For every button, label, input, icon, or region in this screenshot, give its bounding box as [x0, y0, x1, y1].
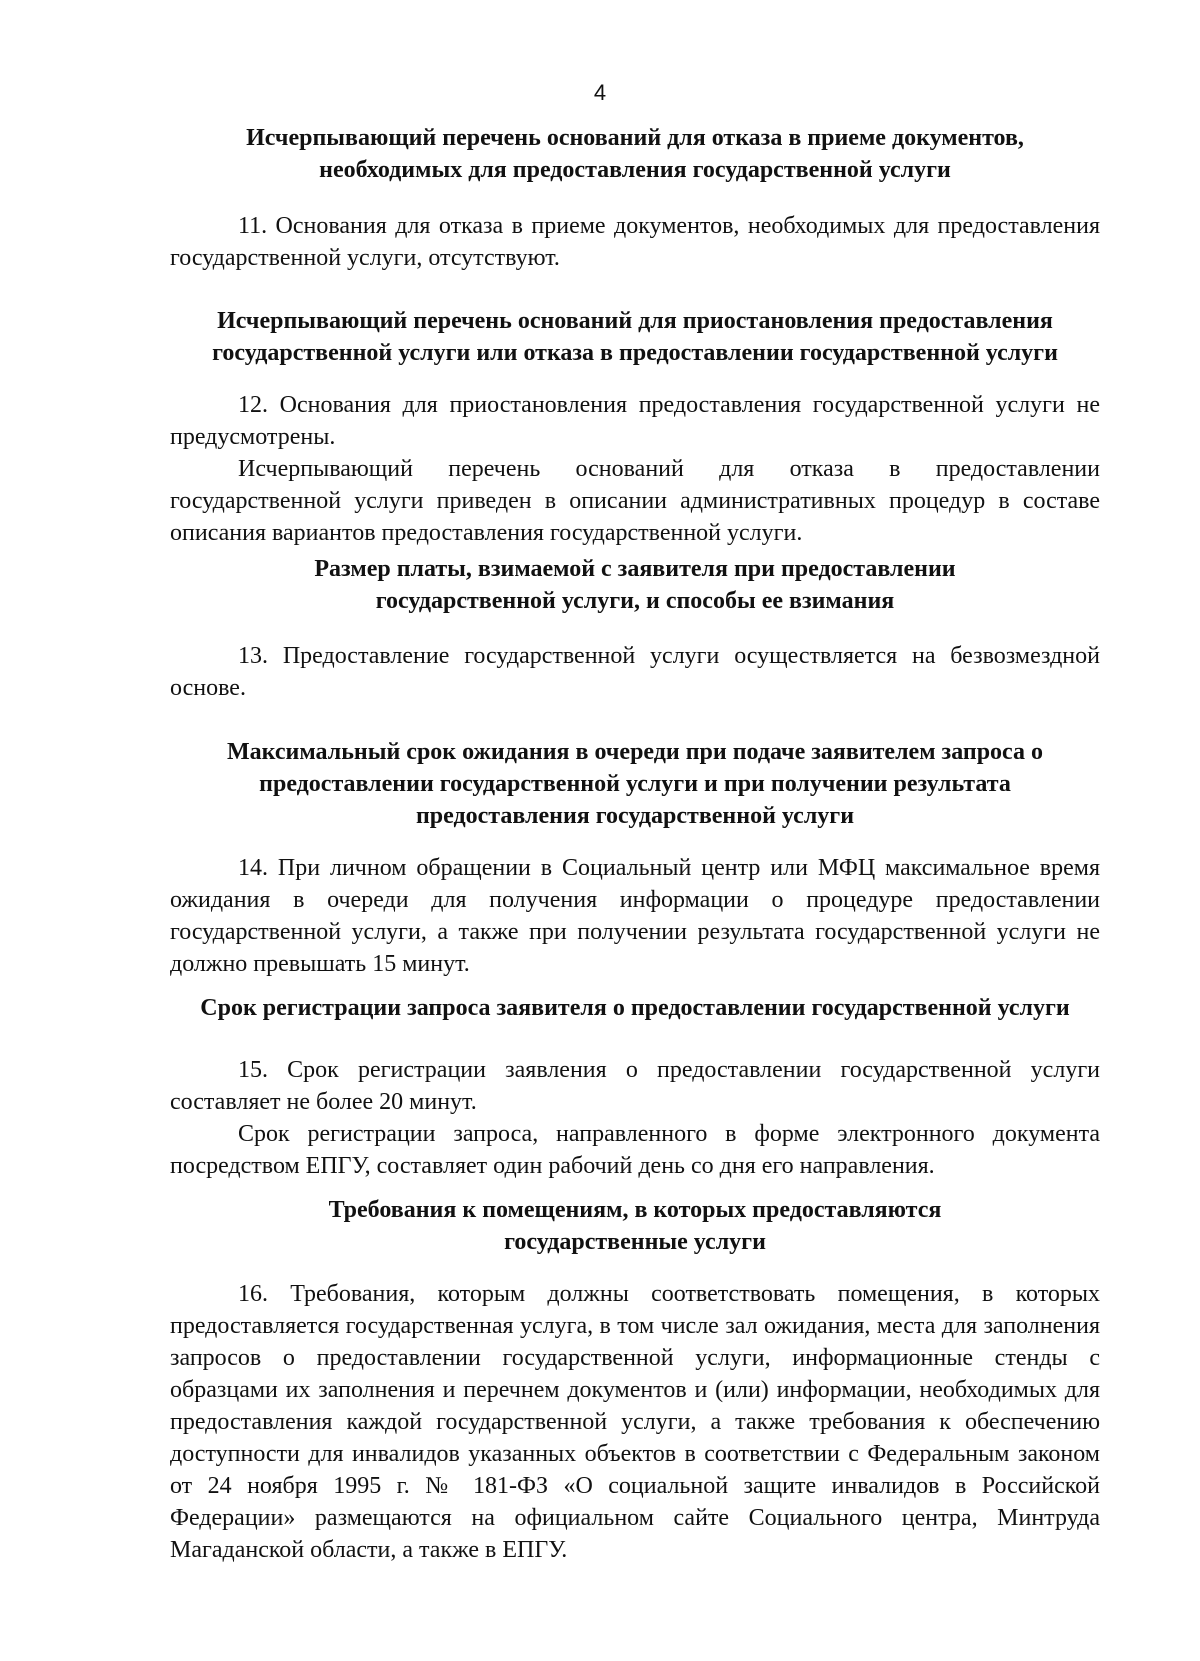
heading-line: Срок регистрации запроса заявителя о предоставлении государственной услуги: [200, 995, 1070, 1021]
section-heading: [170, 1194, 1100, 1258]
section-heading: [170, 122, 1100, 186]
paragraph: 14. При личном обращении в Социальный центр или МФЦ максимальное время ожидания в очереди для получения информации о процедуре предоставлении государственной услуги, а также при получении результата государственной услуги не должно превышать 15 минут.: [170, 855, 1100, 977]
heading-line: Требования к помещениям, в которых предоставляются: [328, 1197, 942, 1223]
heading-line: предоставлении государственной услуги и при получении результата: [259, 771, 1011, 797]
heading-line: необходимых для предоставления государственной услуги: [319, 157, 951, 183]
page-number: 4: [593, 80, 607, 105]
paragraph: 13. Предоставление государственной услуги осуществляется на безвозмездной основе.: [170, 643, 1100, 701]
section-heading: [170, 736, 1100, 832]
heading-line: предоставления государственной услуги: [415, 803, 855, 829]
heading-line: государственной услуги или отказа в предоставлении государственной услуги: [212, 340, 1058, 366]
section-heading: [170, 992, 1100, 1024]
paragraph: Срок регистрации запроса, направленного в форме электронного документа посредством ЕПГУ, составляет один рабочий день со дня его направления.: [170, 1121, 1100, 1179]
heading-line: Максимальный срок ожидания в очереди при подаче заявителем запроса о: [226, 739, 1043, 765]
paragraph: 12. Основания для приостановления предоставления государственной услуги не предусмотрены.: [170, 392, 1100, 450]
heading-line: Размер платы, взимаемой с заявителя при предоставлении: [314, 556, 956, 582]
paragraph: 15. Срок регистрации заявления о предоставлении государственной услуги составляет не более 20 минут.: [170, 1057, 1100, 1115]
paragraph: 11. Основания для отказа в приеме документов, необходимых для предоставления государственной услуги, отсутствуют.: [170, 213, 1100, 271]
heading-line: государственные услуги: [504, 1229, 766, 1255]
paragraph: Исчерпывающий перечень оснований для отказа в предоставлении государственной услуги приведен в описании административных процедур в составе описания вариантов предоставления государственной услуги.: [170, 456, 1100, 546]
section-heading: [170, 305, 1100, 369]
section-heading: [170, 553, 1100, 617]
heading-line: государственной услуги, и способы ее взимания: [375, 588, 895, 614]
heading-line: Исчерпывающий перечень оснований для отказа в приеме документов,: [246, 125, 1024, 151]
heading-line: Исчерпывающий перечень оснований для приостановления предоставления: [217, 308, 1053, 334]
paragraph: 16. Требования, которым должны соответствовать помещения, в которых предоставляется государственная услуга, в том числе зал ожидания, места для заполнения запросов о предоставлении государственной услуги, информационные стенды с образцами их заполнения и перечнем документов и (или) информации, необходимых для предоставления каждой государственной услуги, а также требования к обеспечению доступности для инвалидов указанных объектов в соответствии с Федеральным законом от 24 ноября 1995 г. № 181-ФЗ «О социальной защите инвалидов в Российской Федерации» размещаются на официальном сайте Социального центра, Минтруда Магаданской области, а также в ЕПГУ.: [170, 1281, 1100, 1563]
